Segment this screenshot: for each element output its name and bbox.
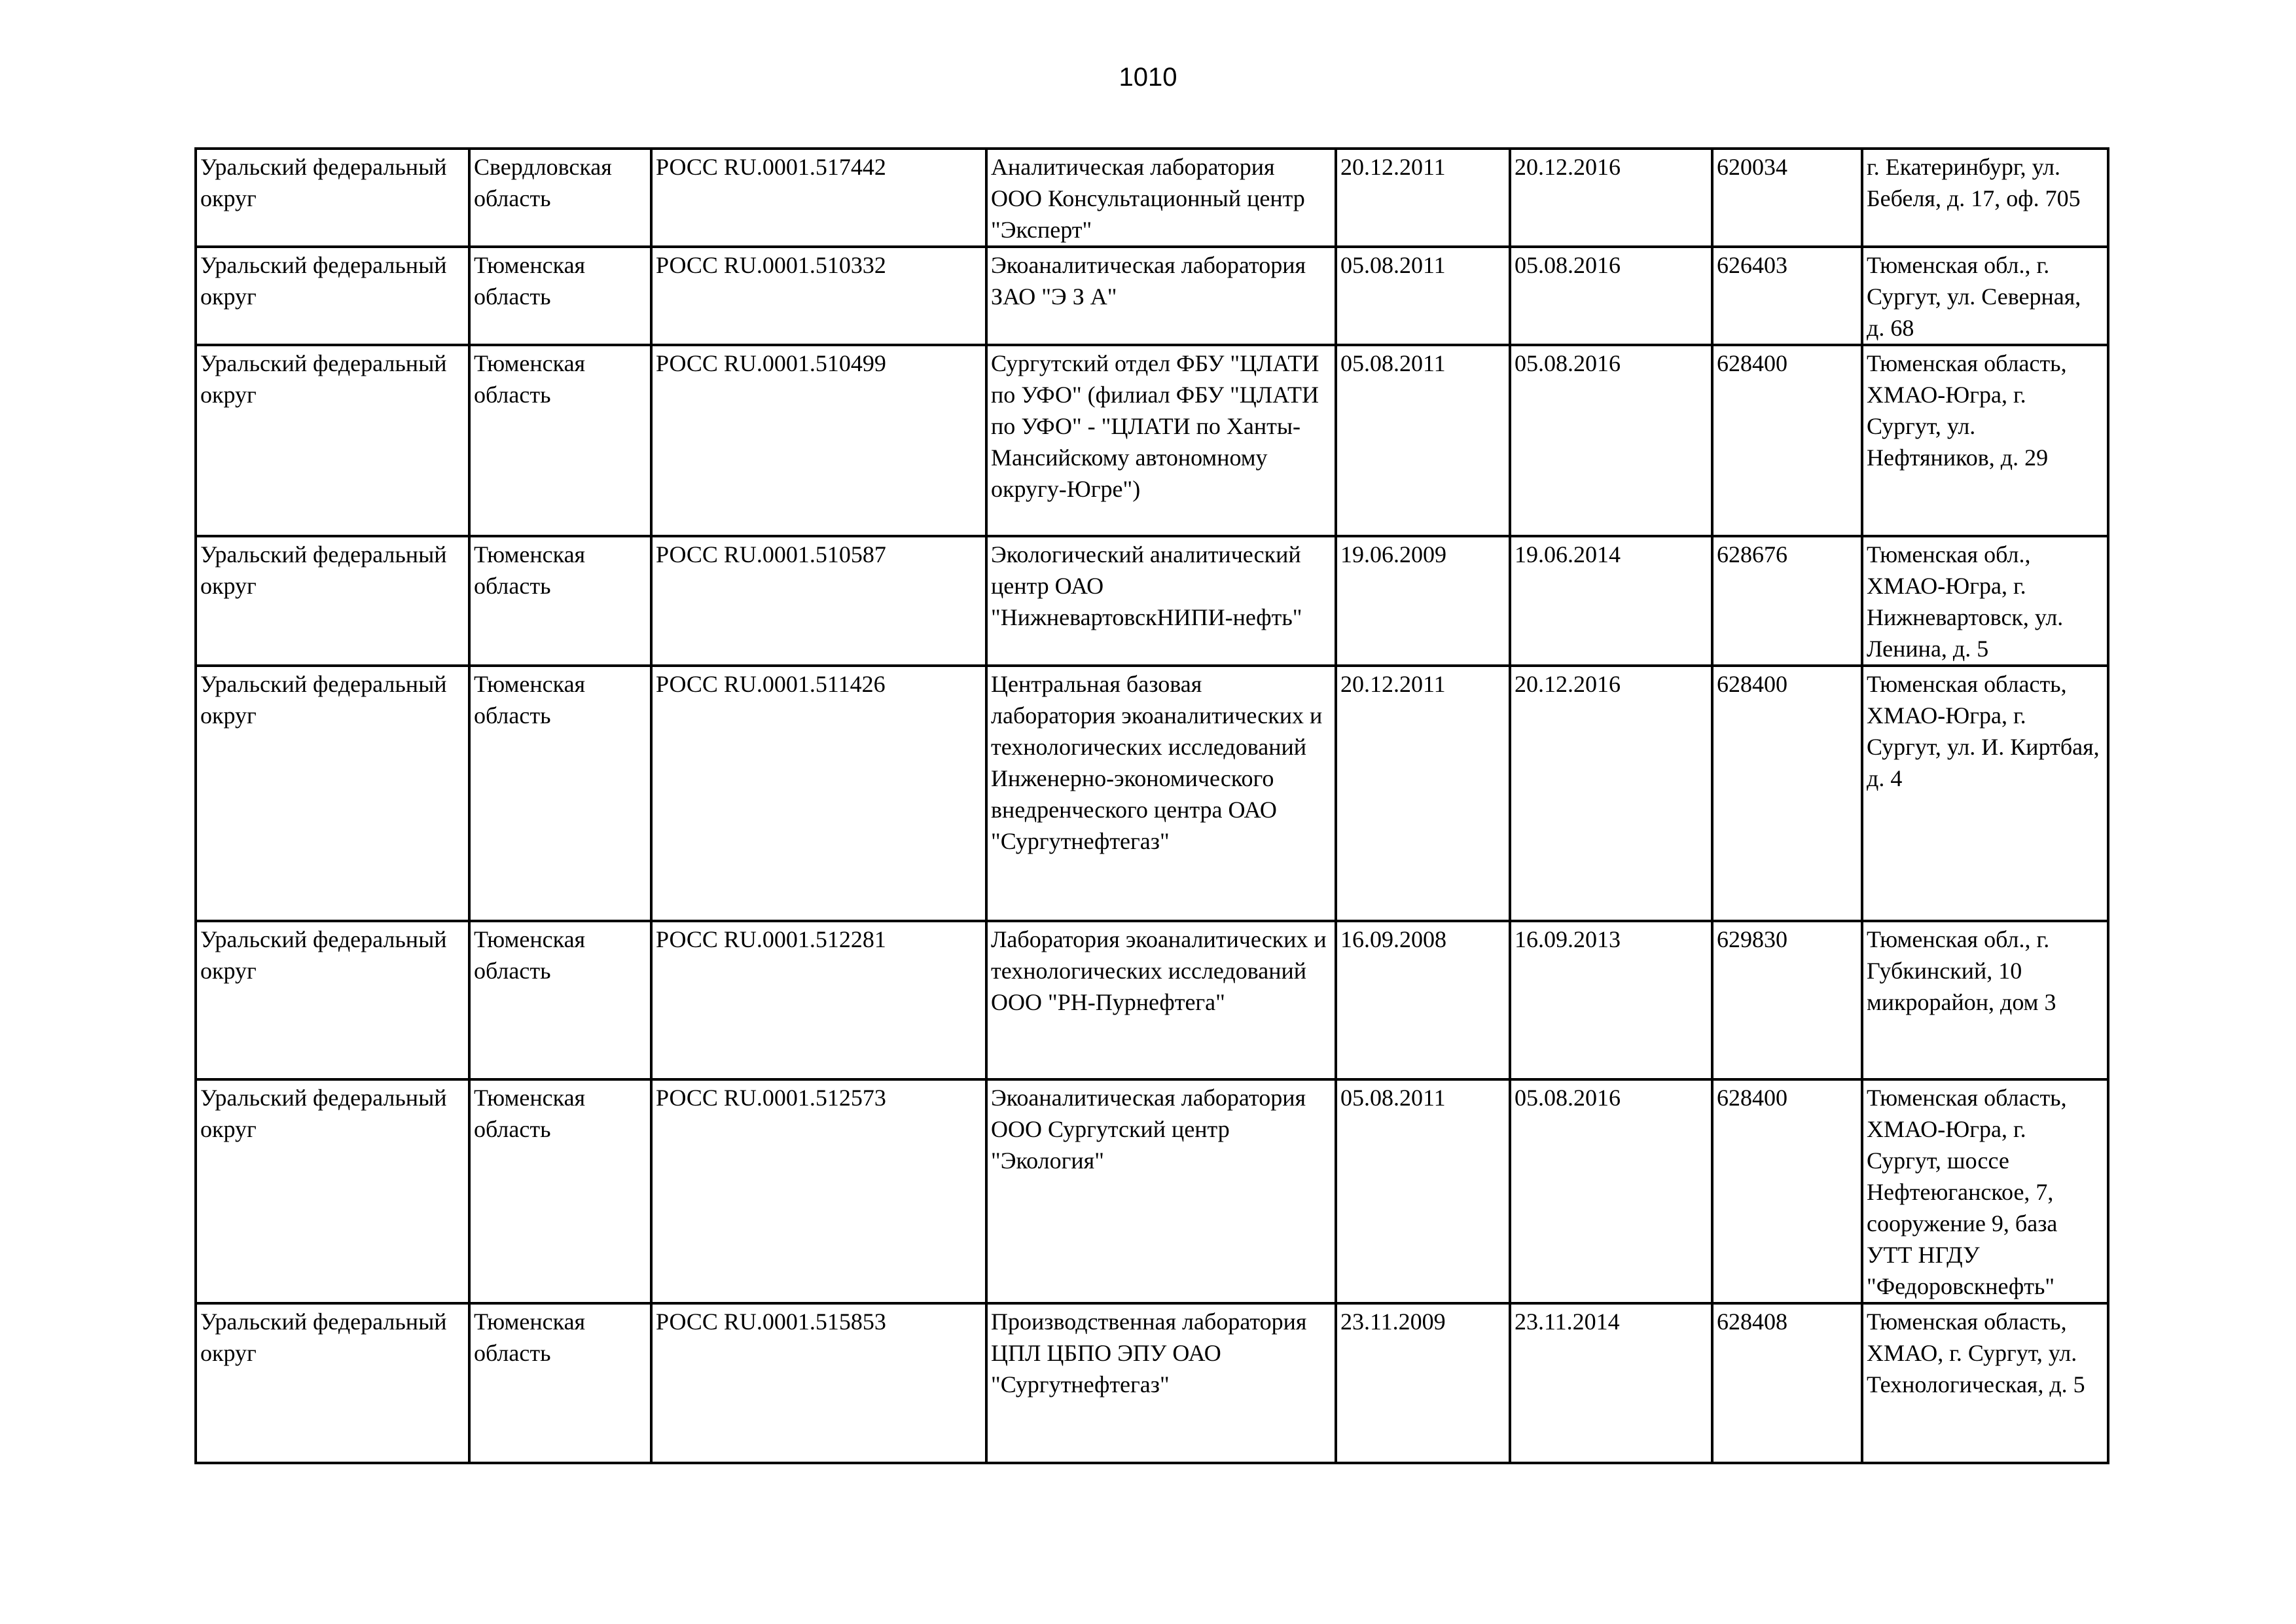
region-cell: Тюменская область: [469, 921, 651, 1079]
certificate-cell: РОСС RU.0001.510332: [651, 247, 986, 345]
table-row: [196, 666, 2108, 921]
date-to-cell: 05.08.2016: [1510, 345, 1712, 536]
district-cell: Уральский федеральный округ: [196, 247, 469, 345]
date-from-cell: 05.08.2011: [1336, 247, 1510, 345]
postal-index-cell: 628408: [1712, 1303, 1862, 1463]
date-to-cell: 20.12.2016: [1510, 666, 1712, 921]
date-from-cell: 16.09.2008: [1336, 921, 1510, 1079]
table-row: [196, 1079, 2108, 1303]
district-cell: Уральский федеральный округ: [196, 345, 469, 536]
laboratory-name-cell: Экоаналитическая лаборатория ЗАО "Э З А": [986, 247, 1336, 345]
table-row: [196, 149, 2108, 247]
certificate-cell: РОСС RU.0001.517442: [651, 149, 986, 247]
table-row: [196, 247, 2108, 345]
region-cell: Тюменская область: [469, 345, 651, 536]
certificate-cell: РОСС RU.0001.510587: [651, 536, 986, 666]
laboratory-name-cell: Сургутский отдел ФБУ "ЦЛАТИ по УФО" (филиал ФБУ "ЦЛАТИ по УФО" - "ЦЛАТИ по Ханты-Мансийскому автономному округу-Югре"): [986, 345, 1336, 536]
date-to-cell: 20.12.2016: [1510, 149, 1712, 247]
certificate-cell: РОСС RU.0001.515853: [651, 1303, 986, 1463]
region-cell: Свердловская область: [469, 149, 651, 247]
address-cell: Тюменская область, ХМАО-Югра, г. Сургут, шоссе Нефтеюганское, 7, сооружение 9, база УТТ НГДУ "Федоровскнефть": [1862, 1079, 2108, 1303]
date-from-cell: 19.06.2009: [1336, 536, 1510, 666]
date-to-cell: 05.08.2016: [1510, 247, 1712, 345]
certificate-cell: РОСС RU.0001.511426: [651, 666, 986, 921]
date-from-cell: 20.12.2011: [1336, 666, 1510, 921]
address-cell: Тюменская обл., ХМАО-Югра, г. Нижневартовск, ул. Ленина, д. 5: [1862, 536, 2108, 666]
district-cell: Уральский федеральный округ: [196, 536, 469, 666]
address-cell: Тюменская область, ХМАО-Югра, г. Сургут, ул. Нефтяников, д. 29: [1862, 345, 2108, 536]
postal-index-cell: 626403: [1712, 247, 1862, 345]
region-cell: Тюменская область: [469, 1079, 651, 1303]
region-cell: Тюменская область: [469, 536, 651, 666]
laboratory-name-cell: Аналитическая лаборатория ООО Консультационный центр "Эксперт": [986, 149, 1336, 247]
date-to-cell: 19.06.2014: [1510, 536, 1712, 666]
district-cell: Уральский федеральный округ: [196, 666, 469, 921]
certificate-cell: РОСС RU.0001.510499: [651, 345, 986, 536]
date-from-cell: 20.12.2011: [1336, 149, 1510, 247]
date-to-cell: 05.08.2016: [1510, 1079, 1712, 1303]
region-cell: Тюменская область: [469, 666, 651, 921]
postal-index-cell: 628400: [1712, 345, 1862, 536]
laboratory-registry-table: [194, 147, 2109, 1464]
laboratory-name-cell: Экологический аналитический центр ОАО "НижневартовскНИПИ-нефть": [986, 536, 1336, 666]
date-to-cell: 23.11.2014: [1510, 1303, 1712, 1463]
date-from-cell: 05.08.2011: [1336, 345, 1510, 536]
address-cell: Тюменская область, ХМАО, г. Сургут, ул. Технологическая, д. 5: [1862, 1303, 2108, 1463]
address-cell: Тюменская обл., г. Губкинский, 10 микрорайон, дом 3: [1862, 921, 2108, 1079]
laboratory-name-cell: Экоаналитическая лаборатория ООО Сургутский центр "Экология": [986, 1079, 1336, 1303]
postal-index-cell: 620034: [1712, 149, 1862, 247]
postal-index-cell: 629830: [1712, 921, 1862, 1079]
laboratory-name-cell: Производственная лаборатория ЦПЛ ЦБПО ЭПУ ОАО "Сургутнефтегаз": [986, 1303, 1336, 1463]
postal-index-cell: 628400: [1712, 666, 1862, 921]
laboratory-name-cell: Центральная базовая лаборатория экоаналитических и технологических исследований Инженерно-экономического внедренческого центра ОАО "Сургутнефтегаз": [986, 666, 1336, 921]
table-row: [196, 345, 2108, 536]
district-cell: Уральский федеральный округ: [196, 149, 469, 247]
district-cell: Уральский федеральный округ: [196, 921, 469, 1079]
laboratory-name-cell: Лаборатория экоаналитических и технологических исследований ООО "РН-Пурнефтега": [986, 921, 1336, 1079]
address-cell: Тюменская обл., г. Сургут, ул. Северная, д. 68: [1862, 247, 2108, 345]
address-cell: Тюменская область, ХМАО-Югра, г. Сургут, ул. И. Киртбая, д. 4: [1862, 666, 2108, 921]
region-cell: Тюменская область: [469, 247, 651, 345]
date-from-cell: 05.08.2011: [1336, 1079, 1510, 1303]
certificate-cell: РОСС RU.0001.512573: [651, 1079, 986, 1303]
district-cell: Уральский федеральный округ: [196, 1303, 469, 1463]
page-number: 1010: [1119, 63, 1177, 92]
certificate-cell: РОСС RU.0001.512281: [651, 921, 986, 1079]
region-cell: Тюменская область: [469, 1303, 651, 1463]
postal-index-cell: 628676: [1712, 536, 1862, 666]
table-row: [196, 536, 2108, 666]
table-row: [196, 921, 2108, 1079]
district-cell: Уральский федеральный округ: [196, 1079, 469, 1303]
postal-index-cell: 628400: [1712, 1079, 1862, 1303]
date-from-cell: 23.11.2009: [1336, 1303, 1510, 1463]
address-cell: г. Екатеринбург, ул. Бебеля, д. 17, оф. 705: [1862, 149, 2108, 247]
date-to-cell: 16.09.2013: [1510, 921, 1712, 1079]
table-row: [196, 1303, 2108, 1463]
